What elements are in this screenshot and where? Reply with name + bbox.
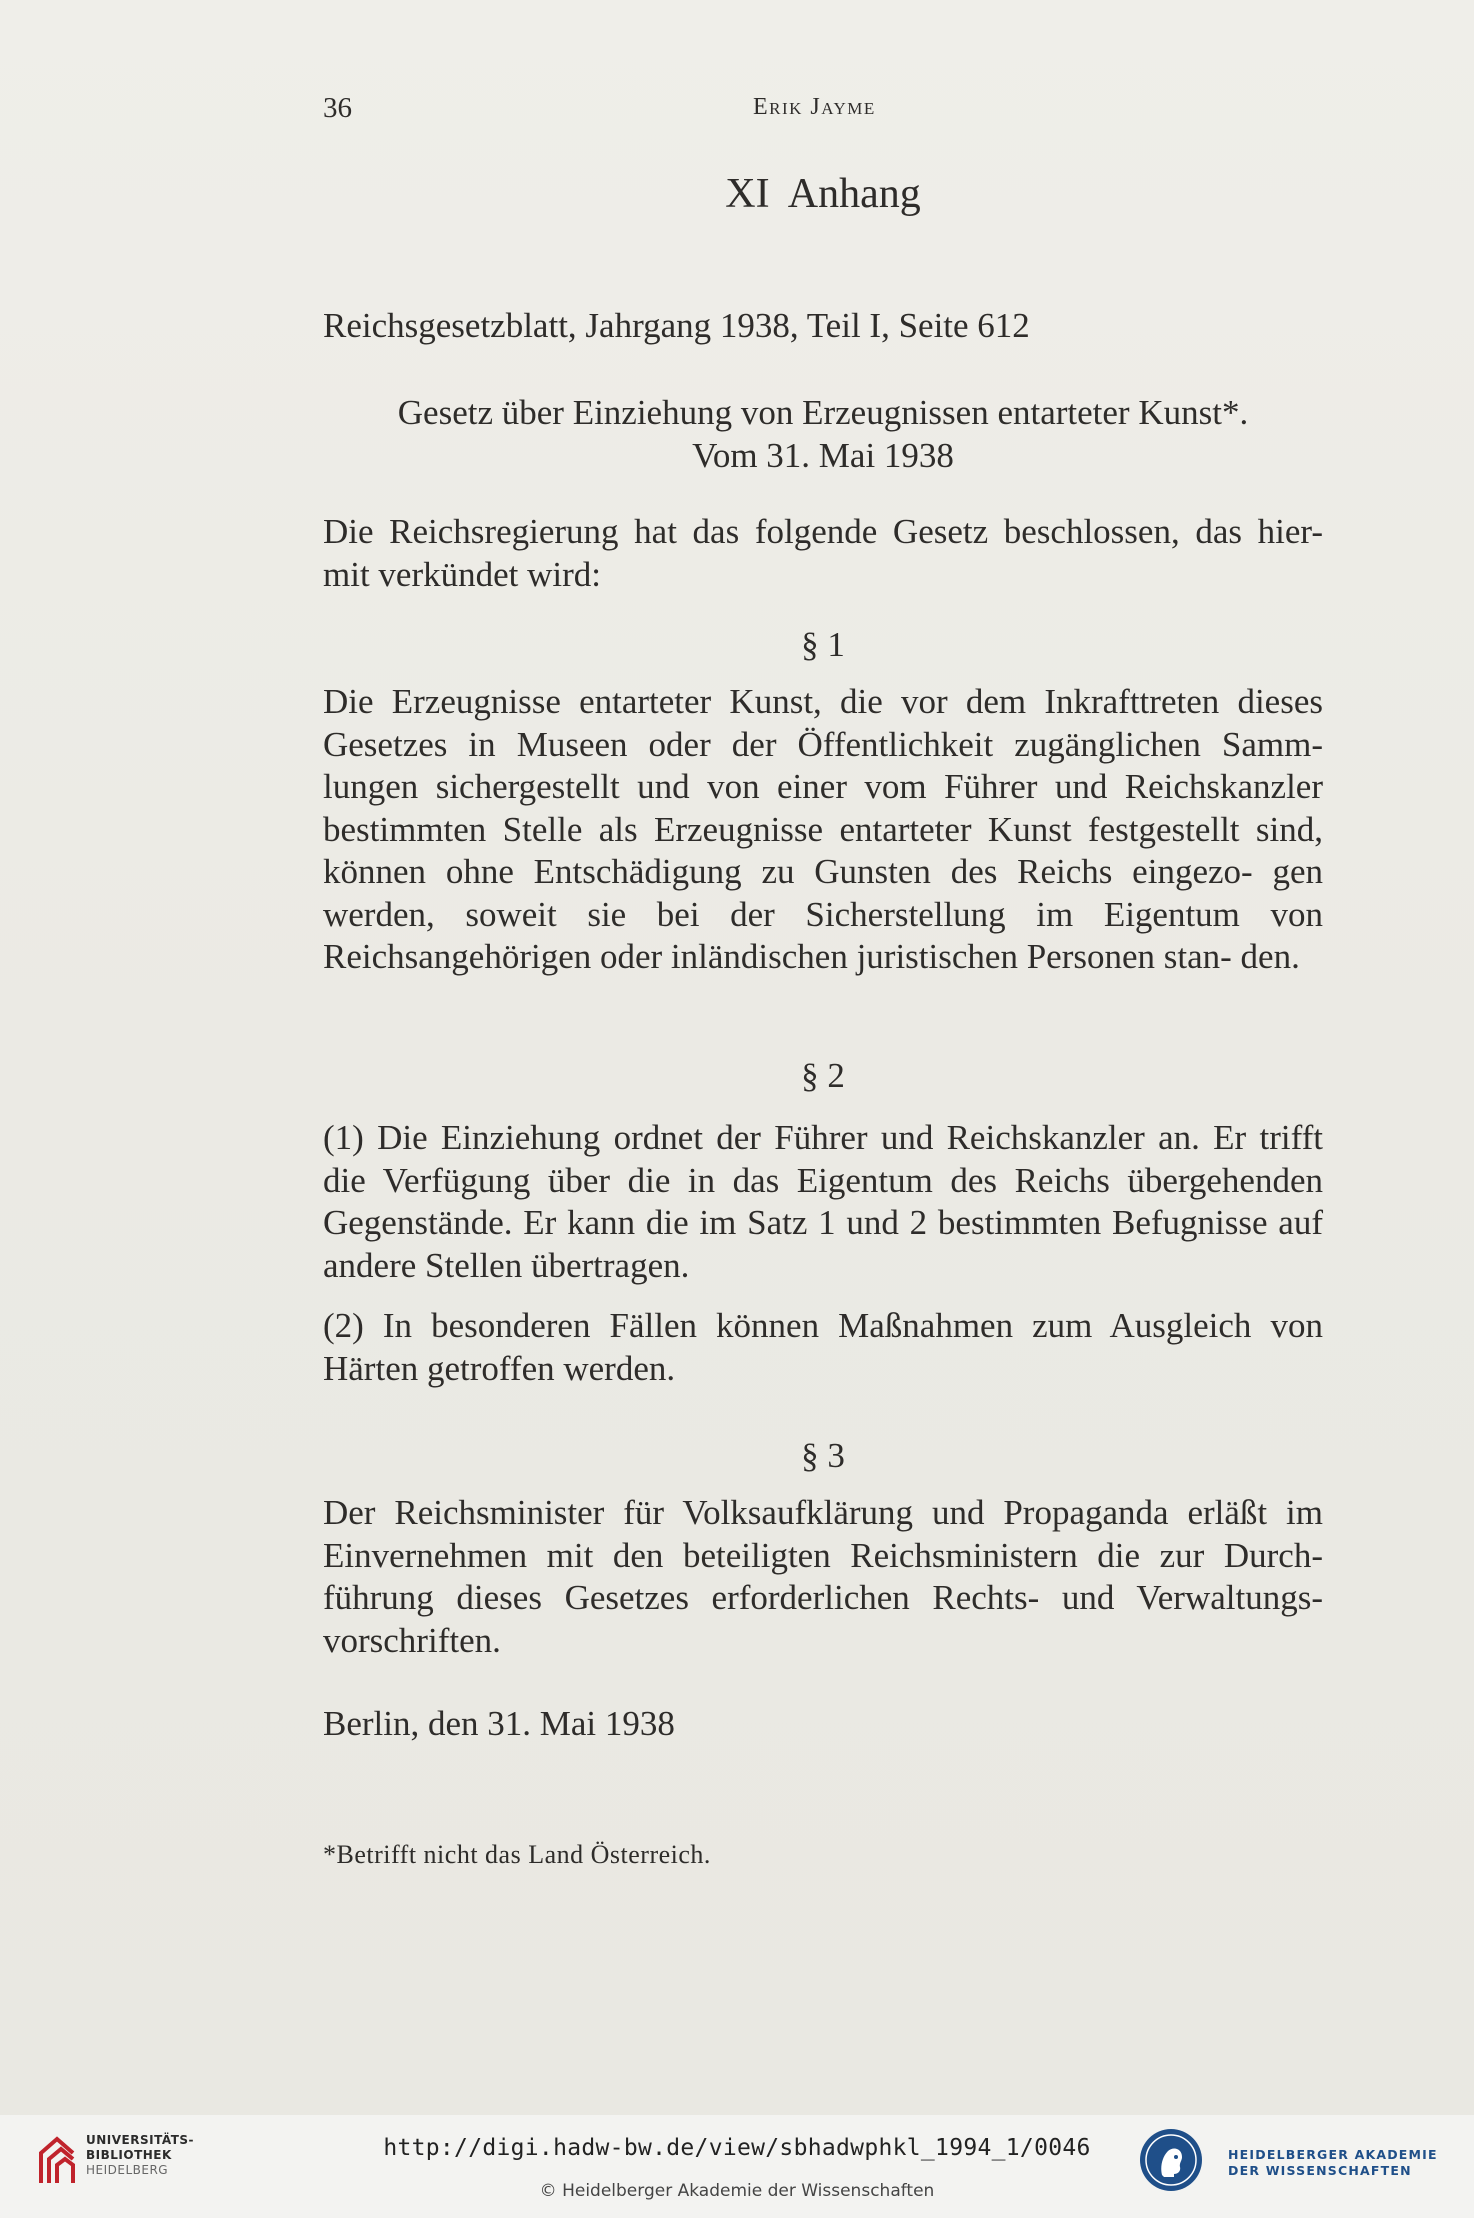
running-head-author: Erik Jayme (753, 94, 876, 120)
academy-name (1228, 2147, 1438, 2179)
permalink-url[interactable]: http://digi.hadw-bw.de/view/sbhadwphkl_1994_1/0046 (383, 2135, 1091, 2161)
page-number: 36 (323, 92, 352, 124)
section-1-heading: § 1 (801, 625, 845, 664)
law-title (323, 392, 1323, 477)
footnote: *Betrifft nicht das Land Österreich. (323, 1840, 711, 1869)
law-title-line-2: Vom 31. Mai 1938 (692, 435, 954, 475)
intro-paragraph: Die Reichsregierung hat das folgende Gesetz beschlossen, das hier- mit verkündet wird: (323, 512, 1323, 594)
running-head (323, 92, 1323, 132)
section-title: XI Anhang (725, 171, 921, 217)
section-2-paragraph-2: (2) In besonderen Fällen können Maßnahmen zum Ausgleich von Härten getroffen werden. (323, 1306, 1323, 1388)
ub-name-line-1: UNIVERSITÄTS- (86, 2133, 195, 2147)
academy-seal-icon (1138, 2127, 1204, 2193)
section-2-heading: § 2 (801, 1056, 845, 1095)
section-1-paragraph: Die Erzeugnisse entarteter Kunst, die vor dem Inkrafttreten dieses Gesetzes in Museen oder der Öffentlichkeit zugänglichen Samm- lungen sichergestellt und von einer vom Führer und Reichskanzler bestimmten Stelle als Erzeugnisse entarteter Kunst festgestellt sind, können ohne Entschädigung zu Gunsten des Reichs eingezo- gen werden, soweit sie bei der Sicherstellung im Eigentum von Reichsangehörigen oder inländischen juristischen Personen stan- den. (323, 682, 1323, 976)
academy-name-line-1: HEIDELBERGER AKADEMIE (1228, 2147, 1438, 2162)
academy-name-line-2: DER WISSENSCHAFTEN (1228, 2163, 1412, 2178)
source-citation: Reichsgesetzblatt, Jahrgang 1938, Teil I, Seite 612 (323, 306, 1030, 345)
ub-name-line-3: HEIDELBERG (86, 2163, 169, 2177)
section-3-heading: § 3 (801, 1436, 845, 1475)
ub-name-line-2: BIBLIOTHEK (86, 2148, 172, 2162)
footer-bar (0, 2115, 1474, 2218)
section-3-paragraph: Der Reichsminister für Volksaufklärung und Propaganda erläßt im Einvernehmen mit den beteiligten Reichsministern die zur Durch- führung dieses Gesetzes erforderlichen Rechts- und Verwaltungs- vorschriften. (323, 1493, 1323, 1660)
copyright-notice: © Heidelberger Akademie der Wissenschaften (539, 2181, 935, 2201)
section-2-paragraph-1: (1) Die Einziehung ordnet der Führer und Reichskanzler an. Er trifft die Verfügung über die in das Eigentum des Reichs übergehenden Gegenstände. Er kann die im Satz 1 und 2 bestimmten Befugnisse auf andere Stellen übertragen. (323, 1118, 1323, 1285)
place-and-date: Berlin, den 31. Mai 1938 (323, 1704, 675, 1743)
law-title-line-1: Gesetz über Einziehung von Erzeugnissen entarteter Kunst*. (397, 393, 1249, 432)
